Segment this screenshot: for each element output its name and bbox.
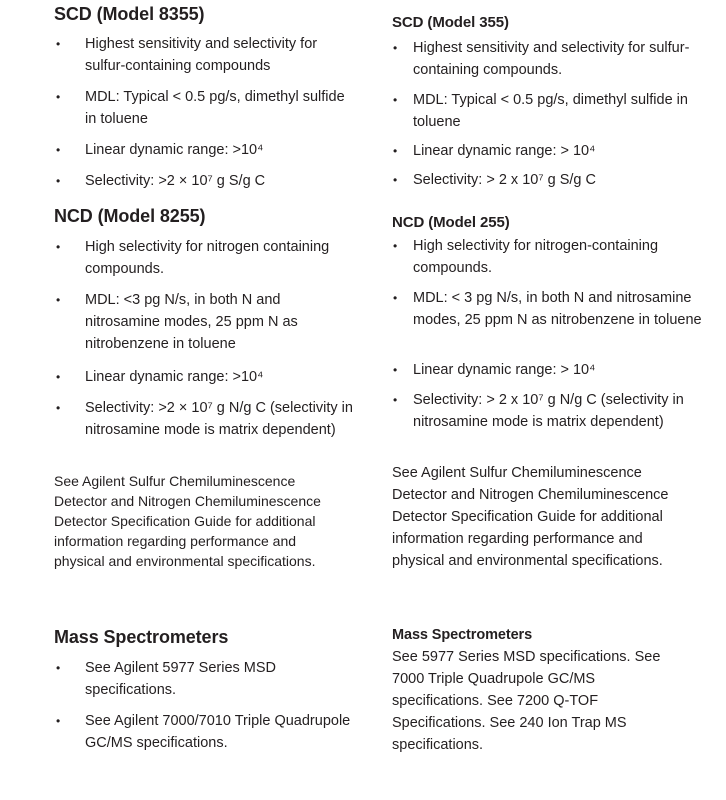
list-item: • Selectivity: >2 × 10⁷ g N/g C (selectivity in nitrosamine mode is matrix dependent)	[54, 397, 354, 441]
scd-8355-list	[54, 33, 354, 189]
right-mass-spectrometers-text: See 5977 Series MSD specifications. See 7000 Triple Quadrupole GC/MS specifications. See 7200 Q-TOF Specifications. See 240 Ion Trap MS specifications.	[392, 649, 661, 753]
right-spec-note: See Agilent Sulfur Chemiluminescence Detector and Nitrogen Chemiluminescence Detector Specification Guide for additional information regarding performance and physical and environmental specifications.	[392, 465, 669, 569]
ncd-8255-heading: NCD (Model 8255)	[54, 206, 206, 226]
list-item: • MDL: Typical < 0.5 pg/s, dimethyl sulfide in toluene	[54, 86, 354, 130]
scd-355-heading: SCD (Model 355)	[392, 14, 509, 31]
ncd-255-heading: NCD (Model 255)	[392, 214, 510, 231]
list-item: • MDL: Typical < 0.5 pg/s, dimethyl sulfide in toluene	[392, 89, 702, 133]
list-item: • See Agilent 5977 Series MSD specifications.	[54, 657, 354, 701]
list-item: • Selectivity: > 2 x 10⁷ g S/g C	[392, 169, 702, 191]
list-item: • Highest sensitivity and selectivity for sulfur-containing compounds	[54, 33, 354, 78]
list-item: • High selectivity for nitrogen-containing compounds.	[392, 235, 663, 279]
list-item: • Highest sensitivity and selectivity for sulfur-containing compounds.	[392, 37, 702, 81]
list-item: • High selectivity for nitrogen containing compounds.	[54, 236, 354, 280]
list-item: • Selectivity: >2 × 10⁷ g S/g C	[54, 170, 354, 192]
scd-8355-heading: SCD (Model 8355)	[54, 4, 205, 24]
list-item: • Linear dynamic range: >10⁴	[54, 366, 354, 388]
list-item: • See Agilent 7000/7010 Triple Quadrupole GC/MS specifications.	[54, 710, 365, 754]
list-item: • MDL: < 3 pg N/s, in both N and nitrosamine modes, 25 ppm N as nitrobenzene in toluene	[392, 287, 702, 331]
list-item: • MDL: <3 pg N/s, in both N and nitrosamine modes, 25 ppm N as nitrobenzene in toluene	[54, 289, 354, 355]
list-item: • Selectivity: > 2 x 10⁷ g N/g C (selectivity in nitrosamine mode is matrix dependent)	[392, 389, 702, 433]
left-mass-spectrometers-heading: Mass Spectrometers	[54, 627, 229, 647]
list-item: • Linear dynamic range: > 10⁴	[392, 140, 702, 162]
right-mass-spectrometers-heading: Mass Spectrometers	[392, 627, 533, 643]
left-spec-note: See Agilent Sulfur Chemiluminescence Detector and Nitrogen Chemiluminescence Detector Specification Guide for additional information regarding performance and physical and environmental specifications.	[54, 473, 321, 569]
list-item: • Linear dynamic range: >10⁴	[54, 139, 354, 161]
list-item: • Linear dynamic range: > 10⁴	[392, 359, 702, 381]
